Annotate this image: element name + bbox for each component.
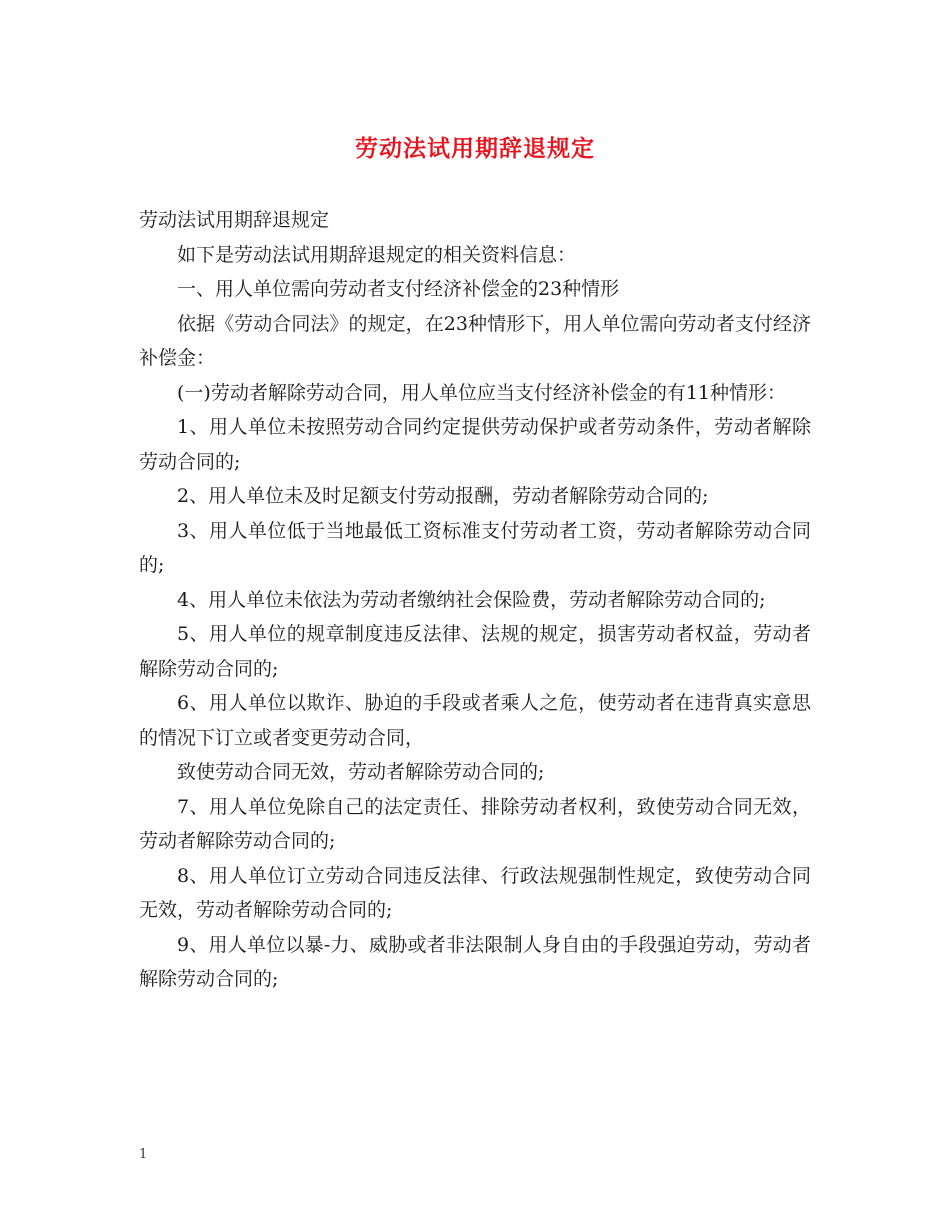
paragraph-item-5: 5、用人单位的规章制度违反法律、法规的规定，损害劳动者权益，劳动者解除劳动合同的;: [139, 623, 811, 680]
paragraph-section-one: 一、用人单位需向劳动者支付经济补偿金的23种情形: [177, 278, 620, 300]
paragraph-heading: 劳动法试用期辞退规定: [139, 209, 330, 231]
paragraph-item-4: 4、用人单位未依法为劳动者缴纳社会保险费，劳动者解除劳动合同的;: [177, 588, 766, 611]
document-title: 劳动法试用期辞退规定: [355, 135, 595, 162]
paragraph-basis: 依据《劳动合同法》的规定，在23种情形下，用人单位需向劳动者支付经济补偿金：: [139, 312, 811, 369]
paragraph-item-2: 2、用人单位未及时足额支付劳动报酬，劳动者解除劳动合同的;: [177, 485, 709, 507]
paragraph-item-1: 1、用人单位未按照劳动合同约定提供劳动保护或者劳动条件，劳动者解除劳动合同的;: [139, 416, 811, 473]
document-body: [139, 203, 811, 997]
paragraph-item-7: 7、用人单位免除自己的法定责任、排除劳动者权利，致使劳动合同无效，劳动者解除劳动合同的;: [139, 795, 811, 852]
paragraph-subsection-one: (一)劳动者解除劳动合同，用人单位应当支付经济补偿金的有11种情形：: [177, 381, 787, 404]
paragraph-intro: 如下是劳动法试用期辞退规定的相关资料信息：: [177, 243, 577, 266]
paragraph-item-3: 3、用人单位低于当地最低工资标准支付劳动者工资，劳动者解除劳动合同的;: [139, 519, 811, 576]
paragraph-item-8: 8、用人单位订立劳动合同违反法律、行政法规强制性规定，致使劳动合同无效，劳动者解除劳动合同的;: [139, 864, 811, 921]
page-number: 1: [139, 1147, 148, 1162]
paragraph-item-6-continued: 致使劳动合同无效，劳动者解除劳动合同的;: [177, 761, 545, 783]
paragraph-item-6: 6、用人单位以欺诈、胁迫的手段或者乘人之危，使劳动者在违背真实意思的情况下订立或者变更劳动合同，: [139, 692, 811, 749]
paragraph-item-9: 9、用人单位以暴-力、威胁或者非法限制人身自由的手段强迫劳动，劳动者解除劳动合同的;: [139, 933, 811, 990]
